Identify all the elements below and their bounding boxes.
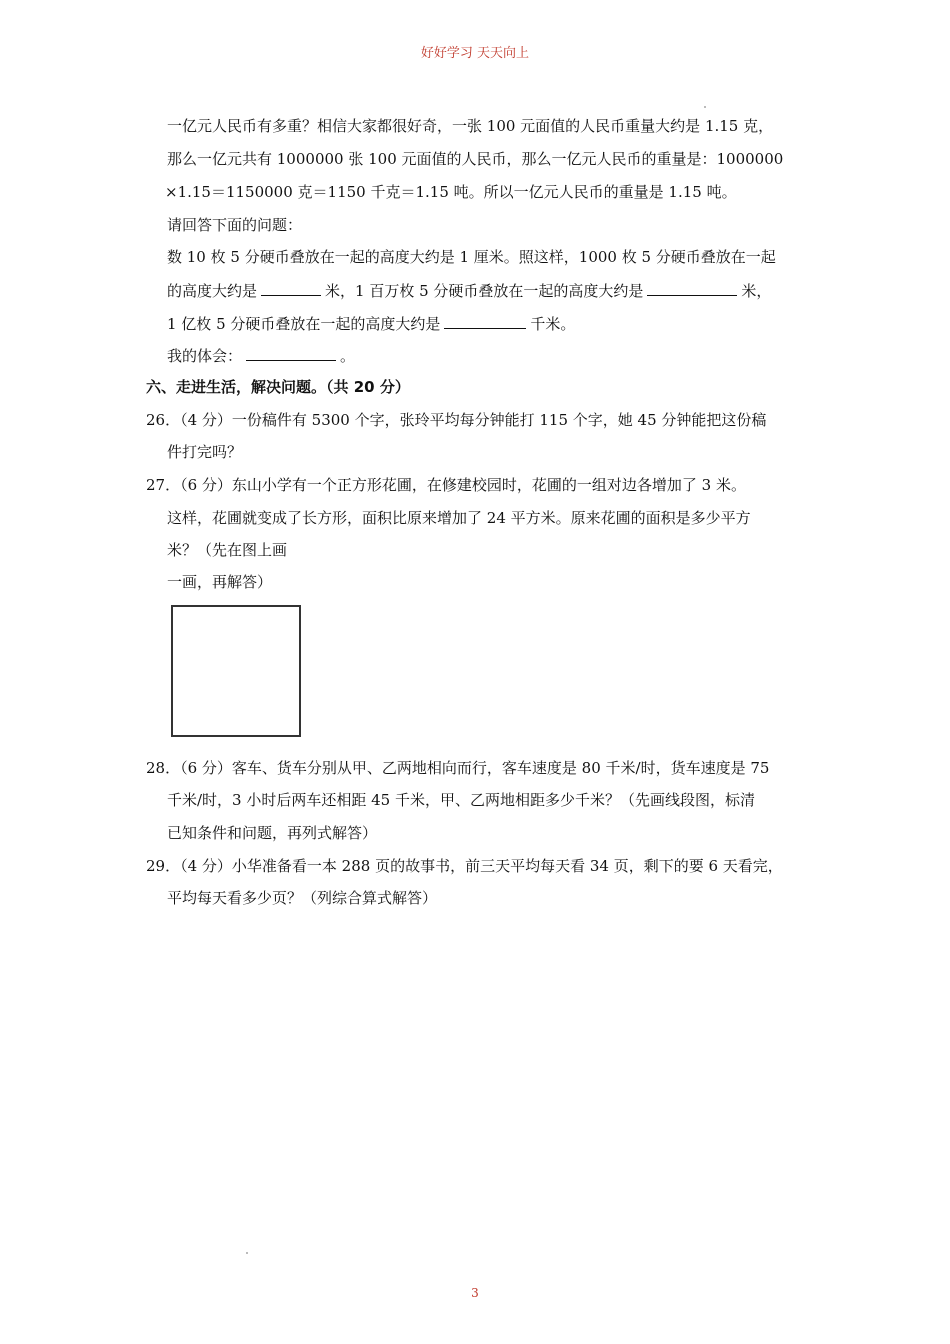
scan-speck [704,106,706,108]
square-garden-figure [171,605,301,737]
question-28-line-2: 千米/时，3 小时后两车还相距 45 千米，甲、乙两地相距多少千米？（先画线段图，标清 [167,791,755,809]
fill-text-2a: 1 亿枚 5 分硬币叠放在一起的高度大约是 [167,315,441,333]
question-27-line-2: 这样，花圃就变成了长方形，面积比原来增加了 24 平方米。原来花圃的面积是多少平方 [167,509,751,527]
fill-line-2 [167,313,575,334]
reading-line-3: ×1.15＝1150000 克＝1150 千克＝1.15 吨。所以一亿元人民币的重量是 1.15 吨。 [165,183,737,201]
reading-line-5: 数 10 枚 5 分硬币叠放在一起的高度大约是 1 厘米。照这样，1000 枚 5 分硬币叠放在一起 [167,248,776,266]
question-27-line-3: 米？（先在图上画 [167,541,288,559]
question-26-line-1: 26．（4 分）一份稿件有 5300 个字，张玲平均每分钟能打 115 个字，她 45 分钟能把这份稿 [146,411,767,429]
fill-text-3a: 我的体会： [167,347,243,365]
fill-line-1 [167,280,771,301]
reading-line-1: 一亿元人民币有多重？相信大家都很好奇，一张 100 元面值的人民币重量大约是 1.15 克， [167,117,774,135]
question-29-line-2: 平均每天看多少页？（列综合算式解答） [167,889,438,907]
answer-blank-3[interactable] [444,313,526,329]
answer-blank-1[interactable] [261,280,321,296]
reading-line-2: 那么一亿元共有 1000000 张 100 元面值的人民币，那么一亿元人民币的重量是：1000000 [167,150,784,168]
question-27-line-1: 27．（6 分）东山小学有一个正方形花圃，在修建校园时，花圃的一组对边各增加了 3 米。 [146,476,746,494]
fill-text-1b: 米，1 百万枚 5 分硬币叠放在一起的高度大约是 [325,282,644,300]
answer-blank-4[interactable] [246,345,336,361]
question-29-line-1: 29．（4 分）小华准备看一本 288 页的故事书，前三天平均每天看 34 页，剩下的要 6 天看完， [146,857,783,875]
reading-prompt: 请回答下面的问题： [167,216,303,234]
answer-blank-2[interactable] [647,280,737,296]
fill-text-1c: 米， [741,282,772,300]
question-26-line-2: 件打完吗？ [167,443,243,461]
fill-text-1a: 的高度大约是 [167,282,258,300]
page-header: 好好学习 天天向上 [420,46,530,61]
fill-line-3 [167,345,355,366]
scan-speck [246,1252,248,1254]
question-28-line-3: 已知条件和问题，再列式解答） [167,824,378,842]
section-6-title: 六、走进生活，解决问题。（共 20 分） [146,378,410,396]
question-28-line-1: 28．（6 分）客车、货车分别从甲、乙两地相向而行，客车速度是 80 千米/时，货车速度是 75 [146,759,770,777]
question-27-line-4: 一画，再解答） [167,573,273,591]
page-number: 3 [471,1286,479,1300]
fill-text-3b: 。 [340,347,356,365]
fill-text-2b: 千米。 [530,315,576,333]
